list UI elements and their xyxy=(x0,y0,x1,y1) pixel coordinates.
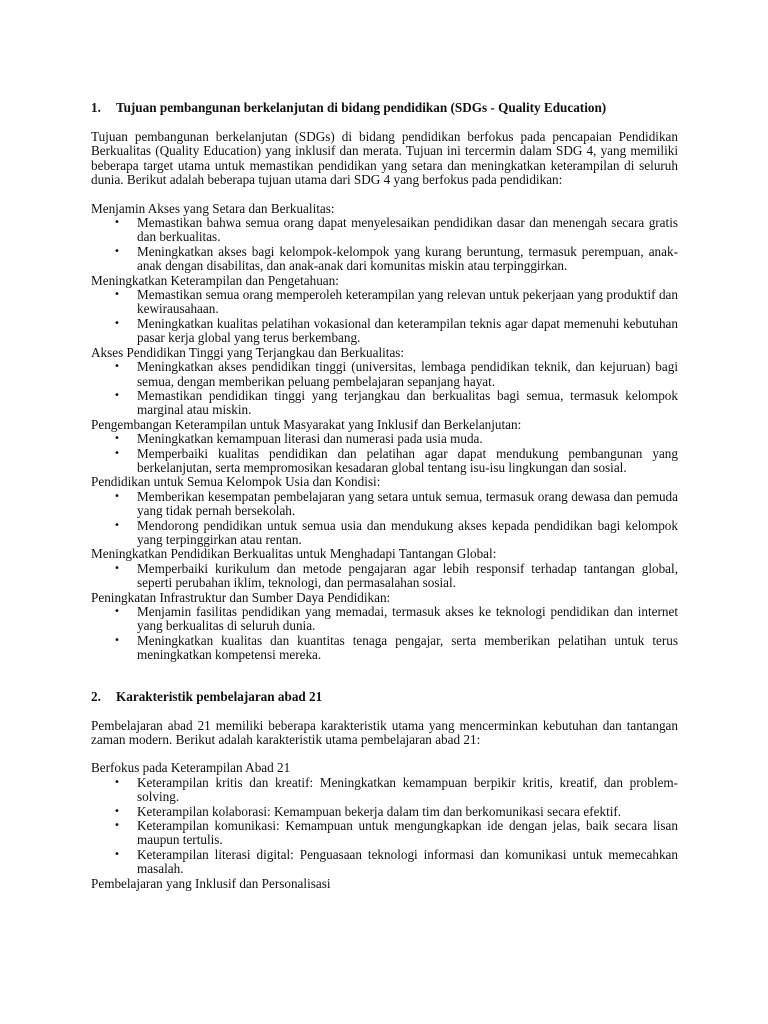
list-item: • Keterampilan literasi digital: Penguasaan teknologi informasi dan komunikasi untuk memecahkan masalah. xyxy=(91,848,678,877)
document-content xyxy=(91,100,678,891)
goal-group-title: Peningkatan Infrastruktur dan Sumber Daya Pendidikan: xyxy=(91,589,391,605)
list-item: • Keterampilan kolaborasi: Kemampuan bekerja dalam tim dan berkomunikasi secara efektif. xyxy=(91,805,678,819)
list-item: • Keterampilan komunikasi: Kemampuan untuk mengungkapkan ide dengan jelas, baik secara lisan maupun tertulis. xyxy=(91,819,678,848)
goal-group-inclusive-skills xyxy=(91,418,678,476)
goal-list xyxy=(91,490,678,548)
goal-group-skills xyxy=(91,274,678,346)
goal-group-title: Menjamin Akses yang Setara dan Berkualitas: xyxy=(91,200,335,216)
list-item: • Keterampilan kritis dan kreatif: Meningkatkan kemampuan berpikir kritis, kreatif, dan problem-solving. xyxy=(91,776,678,805)
goal-group-title: Meningkatkan Keterampilan dan Pengetahuan: xyxy=(91,272,339,288)
goal-group-access xyxy=(91,202,678,274)
list-item: • Meningkatkan kualitas pelatihan vokasional dan keterampilan teknis agar dapat memenuhi kebutuhan pasar kerja global yang terus berkembang. xyxy=(91,317,678,346)
goal-group-infrastructure xyxy=(91,591,678,663)
list-item: • Meningkatkan kualitas dan kuantitas tenaga pengajar, serta memberikan pelatihan untuk terus meningkatkan kompetensi mereka. xyxy=(91,634,678,663)
characteristic-group-title: Berfokus pada Keterampilan Abad 21 xyxy=(91,760,291,776)
section-1-heading xyxy=(91,100,678,116)
list-item: • Meningkatkan kemampuan literasi dan numerasi pada usia muda. xyxy=(91,432,678,446)
goal-list xyxy=(91,288,678,346)
characteristic-group-title: Pembelajaran yang Inklusif dan Personalisasi xyxy=(91,875,331,891)
section-1-intro: Tujuan pembangunan berkelanjutan (SDGs) di bidang pendidikan berfokus pada pencapaian Pendidikan Berkualitas (Quality Education) yang inklusif dan merata. Tujuan ini tercermin dalam SDG 4, yang memiliki beberapa target utama untuk memastikan pendidikan yang setara dan meningkatkan keterampilan di seluruh dunia. Berikut adalah beberapa tujuan utama dari SDG 4 yang berfokus pada pendidikan: xyxy=(91,129,678,188)
list-item: • Menjamin fasilitas pendidikan yang memadai, termasuk akses ke teknologi pendidikan dan internet yang berkualitas di seluruh dunia. xyxy=(91,605,678,634)
goal-group-all-ages xyxy=(91,475,678,547)
list-item: • Memperbaiki kualitas pendidikan dan pelatihan agar dapat mendukung pembangunan yang berkelanjutan, serta mempromosikan kesadaran global tentang isu-isu lingkungan dan sosial. xyxy=(91,447,678,476)
section-2-title: Karakteristik pembelajaran abad 21 xyxy=(116,688,323,704)
characteristic-list xyxy=(91,776,678,877)
list-item: • Memperbaiki kurikulum dan metode pengajaran agar lebih responsif terhadap tantangan global, seperti perubahan iklim, teknologi, dan permasalahan sosial. xyxy=(91,562,678,591)
section-1-title: Tujuan pembangunan berkelanjutan di bidang pendidikan (SDGs - Quality Education) xyxy=(116,100,607,115)
section-2-number: 2. xyxy=(91,688,101,704)
list-item: • Meningkatkan akses pendidikan tinggi (universitas, lembaga pendidikan teknik, dan kejuruan) bagi semua, dengan memberikan peluang pembelajaran sepanjang hayat. xyxy=(91,360,678,389)
goal-group-title: Akses Pendidikan Tinggi yang Terjangkau dan Berkualitas: xyxy=(91,344,405,360)
goal-group-title: Meningkatkan Pendidikan Berkualitas untuk Menghadapi Tantangan Global: xyxy=(91,546,497,562)
list-item: • Mendorong pendidikan untuk semua usia dan mendukung akses kepada pendidikan bagi kelompok yang terpinggirkan atau rentan. xyxy=(91,519,678,548)
section-1-number: 1. xyxy=(91,100,101,115)
characteristic-group-skills xyxy=(91,761,678,876)
goal-list xyxy=(91,360,678,418)
section-2-intro: Pembelajaran abad 21 memiliki beberapa karakteristik utama yang mencerminkan kebutuhan dan tantangan zaman modern. Berikut adalah karakteristik utama pembelajaran abad 21: xyxy=(91,717,678,748)
goal-group-global-challenges xyxy=(91,547,678,590)
list-item: • Memberikan kesempatan pembelajaran yang setara untuk semua, termasuk orang dewasa dan pemuda yang tidak pernah bersekolah. xyxy=(91,490,678,519)
goal-list xyxy=(91,216,678,274)
section-2-heading xyxy=(91,689,678,705)
goal-list xyxy=(91,605,678,663)
goal-group-title: Pengembangan Keterampilan untuk Masyarakat yang Inklusif dan Berkelanjutan: xyxy=(91,416,522,432)
list-item: • Memastikan bahwa semua orang dapat menyelesaikan pendidikan dasar dan menengah secara gratis dan berkualitas. xyxy=(91,216,678,245)
goal-list xyxy=(91,562,678,591)
characteristic-group-inclusive xyxy=(91,877,678,891)
list-item: • Memastikan semua orang memperoleh keterampilan yang relevan untuk pekerjaan yang produktif dan kewirausahaan. xyxy=(91,288,678,317)
list-item: • Meningkatkan akses bagi kelompok-kelompok yang kurang beruntung, termasuk perempuan, anak-anak dengan disabilitas, dan anak-anak dari komunitas miskin atau terpinggirkan. xyxy=(91,245,678,274)
goal-group-title: Pendidikan untuk Semua Kelompok Usia dan Kondisi: xyxy=(91,474,381,490)
goal-list xyxy=(91,432,678,475)
goal-group-higher-education xyxy=(91,346,678,418)
list-item: • Memastikan pendidikan tinggi yang terjangkau dan berkualitas bagi semua, termasuk kelompok marginal atau miskin. xyxy=(91,389,678,418)
